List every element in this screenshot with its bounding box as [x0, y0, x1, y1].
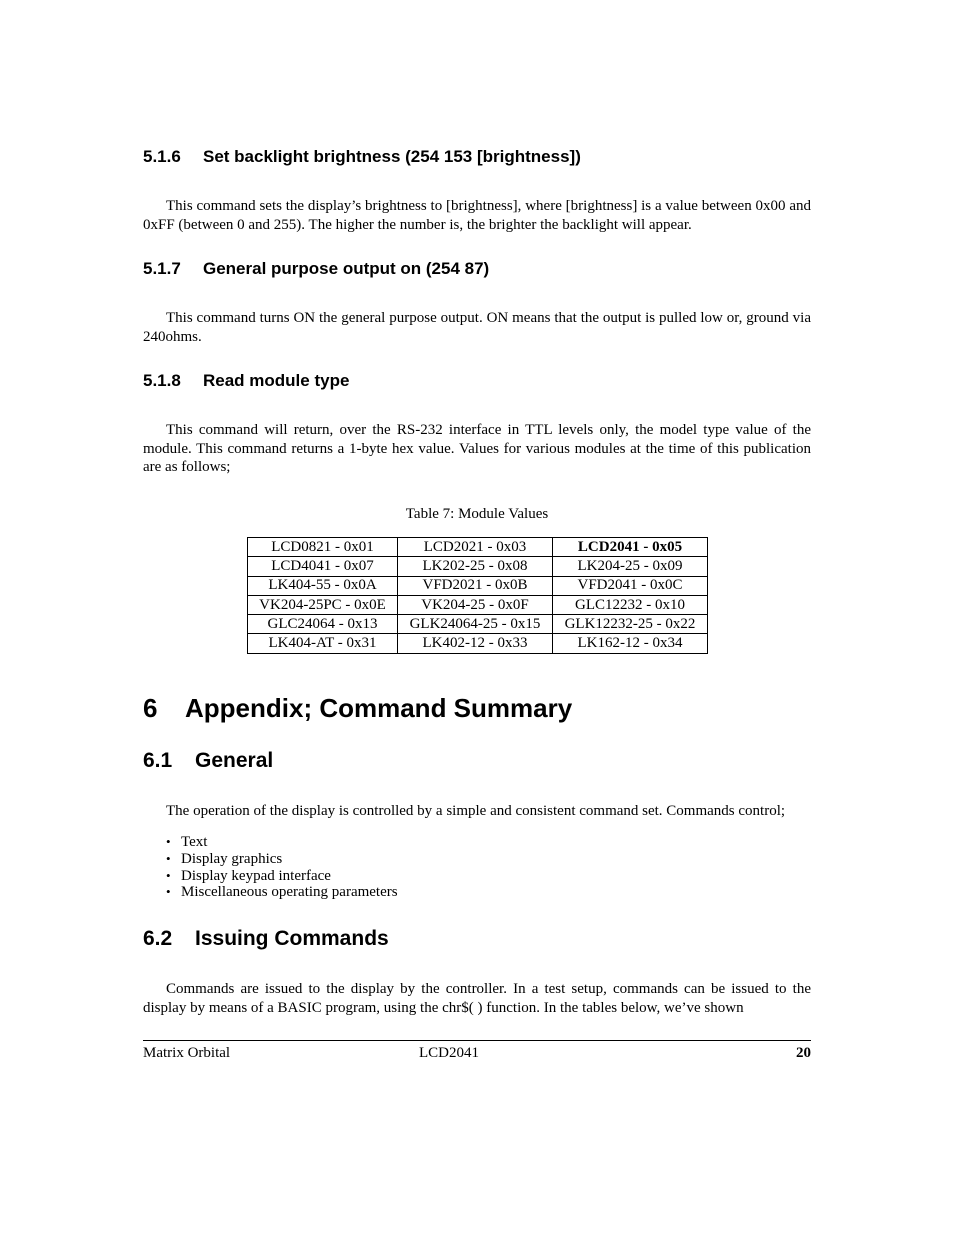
table-row	[248, 557, 708, 576]
section-title: General	[195, 749, 274, 772]
table-cell: VK204-25PC - 0x0E	[248, 595, 398, 614]
table-cell: LCD0821 - 0x01	[248, 538, 398, 557]
table-caption: Table 7: Module Values	[405, 506, 549, 522]
heading-5-1-7	[143, 259, 489, 279]
module-values-table	[247, 537, 708, 654]
section-number: 5.1.8	[143, 371, 181, 390]
table-cell: LK204-25 - 0x09	[553, 557, 708, 576]
section-title: General purpose output on (254 87)	[203, 259, 490, 278]
table-cell: LK402-12 - 0x33	[398, 634, 553, 653]
section-title: Read module type	[203, 371, 350, 390]
table-cell: GLC24064 - 0x13	[248, 615, 398, 634]
table-cell: VK204-25 - 0x0F	[398, 595, 553, 614]
heading-6-2	[143, 927, 389, 951]
heading-6-1	[143, 749, 273, 773]
paragraph-5-1-7: This command turns ON the general purpose output. ON means that the output is pulled low or, ground via 240ohms.	[143, 310, 811, 345]
section-number: 5.1.6	[143, 147, 181, 166]
chapter-number: 6	[143, 693, 158, 723]
table-row	[248, 634, 708, 653]
table-row	[248, 538, 708, 557]
table-row	[248, 615, 708, 634]
paragraph-6-2: Commands are issued to the display by the controller. In a test setup, commands can be issued to the display by means of a BASIC program, using the chr$( ) function. In the tables below, we’ve shown	[143, 981, 811, 1016]
footer-company: Matrix Orbital	[143, 1045, 231, 1061]
table-cell: LK404-AT - 0x31	[248, 634, 398, 653]
heading-5-1-8	[143, 371, 349, 391]
table-cell: VFD2021 - 0x0B	[398, 576, 553, 595]
bullet-icon: •	[166, 867, 171, 883]
section-title: Set backlight brightness (254 153 [brightness])	[203, 147, 581, 166]
table-cell: GLC12232 - 0x10	[553, 595, 708, 614]
section-number: 6.2	[143, 927, 173, 950]
command-categories-list	[166, 834, 398, 901]
section-title: Issuing Commands	[195, 927, 389, 950]
chapter-heading-6	[143, 693, 572, 724]
page-number: 20	[796, 1045, 811, 1061]
paragraph-5-1-8: This command will return, over the RS-232 interface in TTL levels only, the model type value of the module. This command returns a 1-byte hex value. Values for various modules at the time of this publication are as follows;	[143, 422, 811, 475]
table-cell: VFD2041 - 0x0C	[553, 576, 708, 595]
bullet-icon: •	[166, 850, 171, 866]
table-cell: GLK12232-25 - 0x22	[553, 615, 708, 634]
section-number: 5.1.7	[143, 259, 181, 278]
table-cell: LK162-12 - 0x34	[553, 634, 708, 653]
bullet-icon: •	[166, 834, 171, 849]
list-item: • Display keypad interface	[166, 867, 331, 884]
heading-5-1-6	[143, 147, 581, 167]
table-cell: GLK24064-25 - 0x15	[398, 615, 553, 634]
table-cell: LCD4041 - 0x07	[248, 557, 398, 576]
list-item: • Display graphics	[166, 850, 283, 867]
paragraph-6-1: The operation of the display is controlled by a simple and consistent command set. Commands control;	[166, 803, 786, 819]
list-item: • Text	[166, 834, 208, 850]
bullet-icon: •	[166, 884, 171, 900]
table-row	[248, 595, 708, 614]
list-item: • Miscellaneous operating parameters	[166, 884, 398, 901]
footer-product: LCD2041	[419, 1045, 479, 1061]
table-cell: LCD2021 - 0x03	[398, 538, 553, 557]
chapter-title: Appendix; Command Summary	[185, 693, 573, 723]
section-number: 6.1	[143, 749, 173, 772]
table-cell: LCD2041 - 0x05	[553, 538, 708, 557]
table-cell: LK202-25 - 0x08	[398, 557, 553, 576]
footer-divider	[143, 1040, 811, 1041]
table-row	[248, 576, 708, 595]
table-cell: LK404-55 - 0x0A	[248, 576, 398, 595]
paragraph-5-1-6: This command sets the display’s brightness to [brightness], where [brightness] is a value between 0x00 and 0xFF (between 0 and 255). The higher the number is, the brighter the backlight will appear.	[143, 198, 811, 233]
